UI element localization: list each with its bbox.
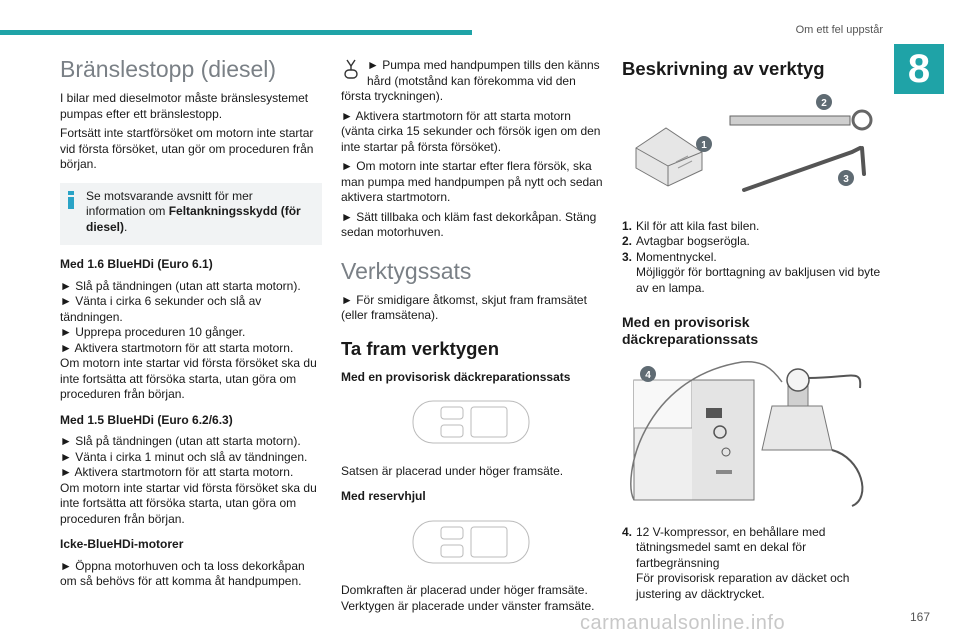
step: Om motorn inte startar vid första försöket ska du inte fortsätta att försöka starta, utan göra om proceduren från början. bbox=[60, 356, 317, 401]
title-tool-description: Beskrivning av verktyg bbox=[622, 58, 825, 79]
tools-illustration bbox=[622, 90, 884, 207]
info-box bbox=[60, 183, 322, 246]
watermark: carmanualsonline.info bbox=[580, 612, 786, 634]
spare-wheel-caption-1: Domkraften är placerad under höger framsäte. bbox=[341, 583, 588, 597]
step: ► Slå på tändningen (utan att starta motorn). bbox=[60, 278, 301, 293]
intro-paragraph-1: I bilar med dieselmotor måste bränslesystemet pumpas efter ett bränslestopp. bbox=[60, 91, 309, 121]
section-title: Om ett fel uppstår bbox=[795, 24, 883, 36]
car-seat-diagram-2 bbox=[341, 515, 603, 572]
compressor-illustration bbox=[622, 358, 884, 513]
header-accent-bar bbox=[0, 30, 472, 35]
list-item: 1. Kil för att kila fast bilen. bbox=[622, 218, 760, 233]
repair-kit-caption: Satsen är placerad under höger framsäte. bbox=[341, 463, 564, 478]
info-text: Se motsvarande avsnitt för mer information om Feltankningsskydd (för diesel). bbox=[86, 188, 301, 234]
heading-non-bluehdi: Icke-BlueHDi-motorer bbox=[60, 537, 184, 551]
list-item: 3. Momentnyckel. Möjliggör för borttagning av bakljusen vid byte av en lampa. bbox=[622, 249, 881, 295]
toolkit-text: ► För smidigare åtkomst, skjut fram framsätet (eller framsätena). bbox=[341, 292, 587, 322]
column-2 bbox=[341, 58, 603, 614]
page-number: 167 bbox=[909, 610, 930, 624]
heading-temporary-repair-kit: Med en provisorisk däckreparationssats bbox=[622, 314, 759, 347]
title-fuel-stop: Bränslestopp (diesel) bbox=[60, 56, 277, 82]
step: ► Sätt tillbaka och kläm fast dekorkåpan. Stäng sedan motorhuven. bbox=[341, 209, 597, 239]
step: Om motorn inte startar vid första försöket ska du inte fortsätta att försöka starta, utan göra om proceduren från början. bbox=[60, 480, 317, 526]
step: ► Upprepa proceduren 10 gånger. bbox=[60, 325, 246, 339]
list-item: 2. Avtagbar bogserögla. bbox=[622, 234, 750, 248]
step: ► Vänta i cirka 6 sekunder och slå av tändningen. bbox=[60, 294, 262, 324]
step: ► Öppna motorhuven och ta loss dekorkåpan om så behövs för att komma åt handpumpen. bbox=[60, 558, 305, 588]
callout-3: 3 bbox=[843, 174, 849, 185]
wheel-chock-illustration bbox=[636, 128, 702, 186]
intro-paragraph-2: Fortsätt inte startförsöket om motorn inte startar vid första försöket, utan gör om proceduren från början. bbox=[60, 126, 314, 171]
heading-repair-kit: Med en provisorisk däckreparationssats bbox=[341, 369, 571, 384]
step: ► Aktivera startmotorn för att starta motorn. bbox=[60, 465, 294, 479]
chapter-number-badge: 8 bbox=[894, 44, 944, 94]
title-take-out-tools: Ta fram verktygen bbox=[341, 337, 499, 359]
towing-eye-illustration bbox=[730, 111, 871, 129]
callout-1: 1 bbox=[701, 140, 707, 151]
step: ► Slå på tändningen (utan att starta motorn). bbox=[60, 434, 301, 448]
heading-euro62: Med 1.5 BlueHDi (Euro 6.2/6.3) bbox=[60, 412, 233, 427]
heading-spare-wheel: Med reservhjul bbox=[341, 489, 426, 503]
step: ► Aktivera startmotorn för att starta motorn. bbox=[60, 340, 294, 355]
title-toolkit: Verktygssats bbox=[341, 257, 472, 284]
column-3 bbox=[622, 55, 884, 610]
pump-paragraph: ► Pumpa med handpumpen tills den känns hård (motstånd kan förekomma vid den första tryckningen). bbox=[341, 58, 600, 103]
info-icon bbox=[68, 191, 74, 209]
callout-4: 4 bbox=[645, 370, 651, 381]
car-seat-diagram-1 bbox=[341, 395, 603, 452]
step: ► Aktivera startmotorn för att starta motorn (vänta cirka 15 sekunder och försök igen om den inte startar på första försöket). bbox=[341, 108, 601, 154]
heading-euro61: Med 1.6 BlueHDi (Euro 6.1) bbox=[60, 257, 213, 271]
tool-list bbox=[622, 219, 884, 297]
step: ► Vänta i cirka 1 minut och slå av tändningen. bbox=[60, 449, 308, 464]
column-1 bbox=[60, 55, 322, 590]
repair-kit-list bbox=[622, 525, 884, 603]
hand-pump-icon bbox=[341, 58, 361, 80]
spare-wheel-caption-2: Verktygen är placerade under vänster framsäte. bbox=[341, 598, 595, 613]
list-item: 4. 12 V-kompressor, en behållare med tätningsmedel samt en dekal för fartbegränsning För provisorisk reparation av däcket och justering av däcktrycket. bbox=[622, 524, 850, 601]
callout-2: 2 bbox=[821, 98, 827, 109]
step: ► Om motorn inte startar efter flera försök, ska man pumpa med handpumpen på nytt och sedan aktivera startmotorn. bbox=[341, 159, 603, 204]
